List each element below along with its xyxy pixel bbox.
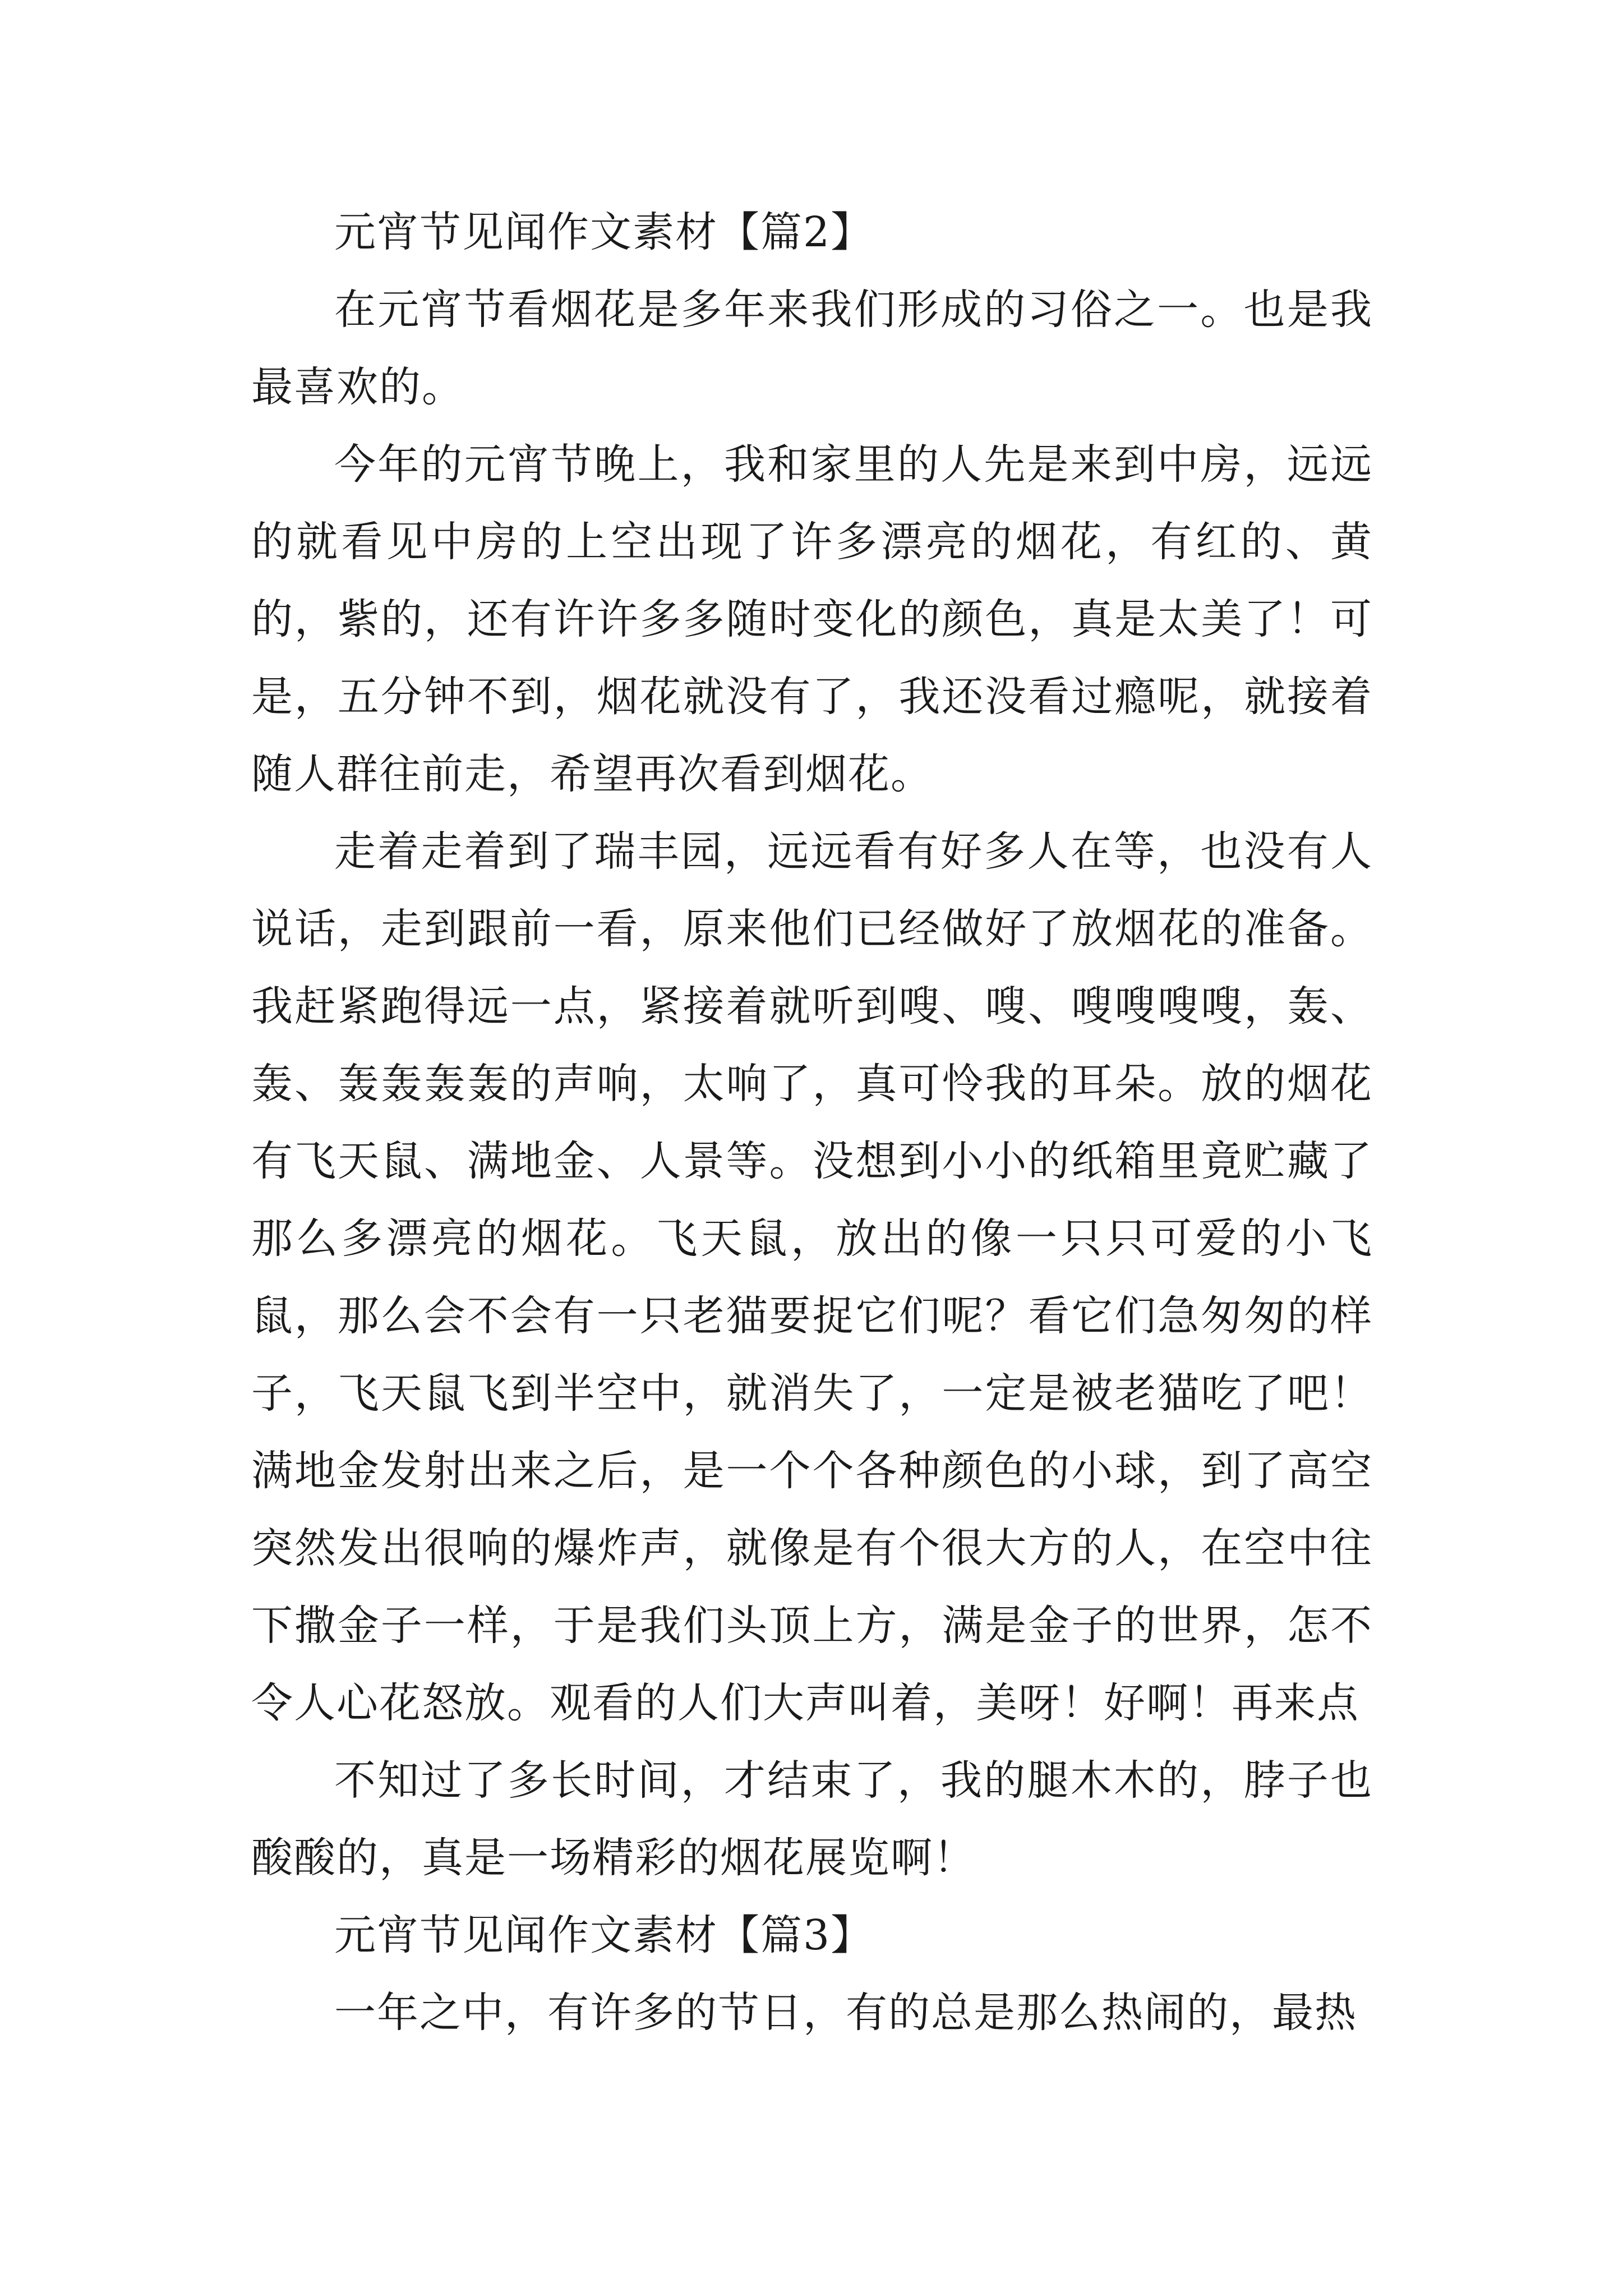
paragraph: 一年之中，有许多的节日，有的总是那么热闹的，最热: [334, 1989, 1357, 2037]
section-heading-2: 元宵节见闻作文素材【篇2】: [334, 208, 874, 256]
paragraph: 今年的元宵节晚上，我和家里的人先是来到中房，远远的就看见中房的上空出现了许多漂亮的烟花，有红的、黄的，紫的，还有许许多多随时变化的颜色，真是太美了！可是，五分钟不到，烟花就没有了，我还没看过瘾呢，就接着随人群往前走，希望再次看到烟花。: [251, 440, 1373, 798]
paragraph: 走着走着到了瑞丰园，远远看有好多人在等，也没有人说话，走到跟前一看，原来他们已经做好了放烟花的准备。我赶紧跑得远一点，紧接着就听到嗖、嗖、嗖嗖嗖嗖，轰、轰、轰轰轰轰的声响，太响了，真可怜我的耳朵。放的烟花有飞天鼠、满地金、人景等。没想到小小的纸箱里竟贮藏了那么多漂亮的烟花。飞天鼠，放出的像一只只可爱的小飞鼠，那么会不会有一只老猫要捉它们呢？看它们急匆匆的样子，飞天鼠飞到半空中，就消失了，一定是被老猫吃了吧！满地金发射出来之后，是一个个各种颜色的小球，到了高空突然发出很响的爆炸声，就像是有个很大方的人，在空中往下撒金子一样，于是我们头顶上方，满是金子的世界，怎不令人心花怒放。观看的人们大声叫着，美呀！好啊！再来点: [251, 827, 1373, 1727]
paragraph: 不知过了多长时间，才结束了，我的腿木木的，脖子也酸酸的，真是一场精彩的烟花展览啊！: [251, 1756, 1373, 1882]
paragraph: 在元宵节看烟花是多年来我们形成的习俗之一。也是我最喜欢的。: [251, 286, 1373, 411]
document-body: [251, 194, 1373, 2051]
section-heading-3: 元宵节见闻作文素材【篇3】: [334, 1911, 874, 1959]
